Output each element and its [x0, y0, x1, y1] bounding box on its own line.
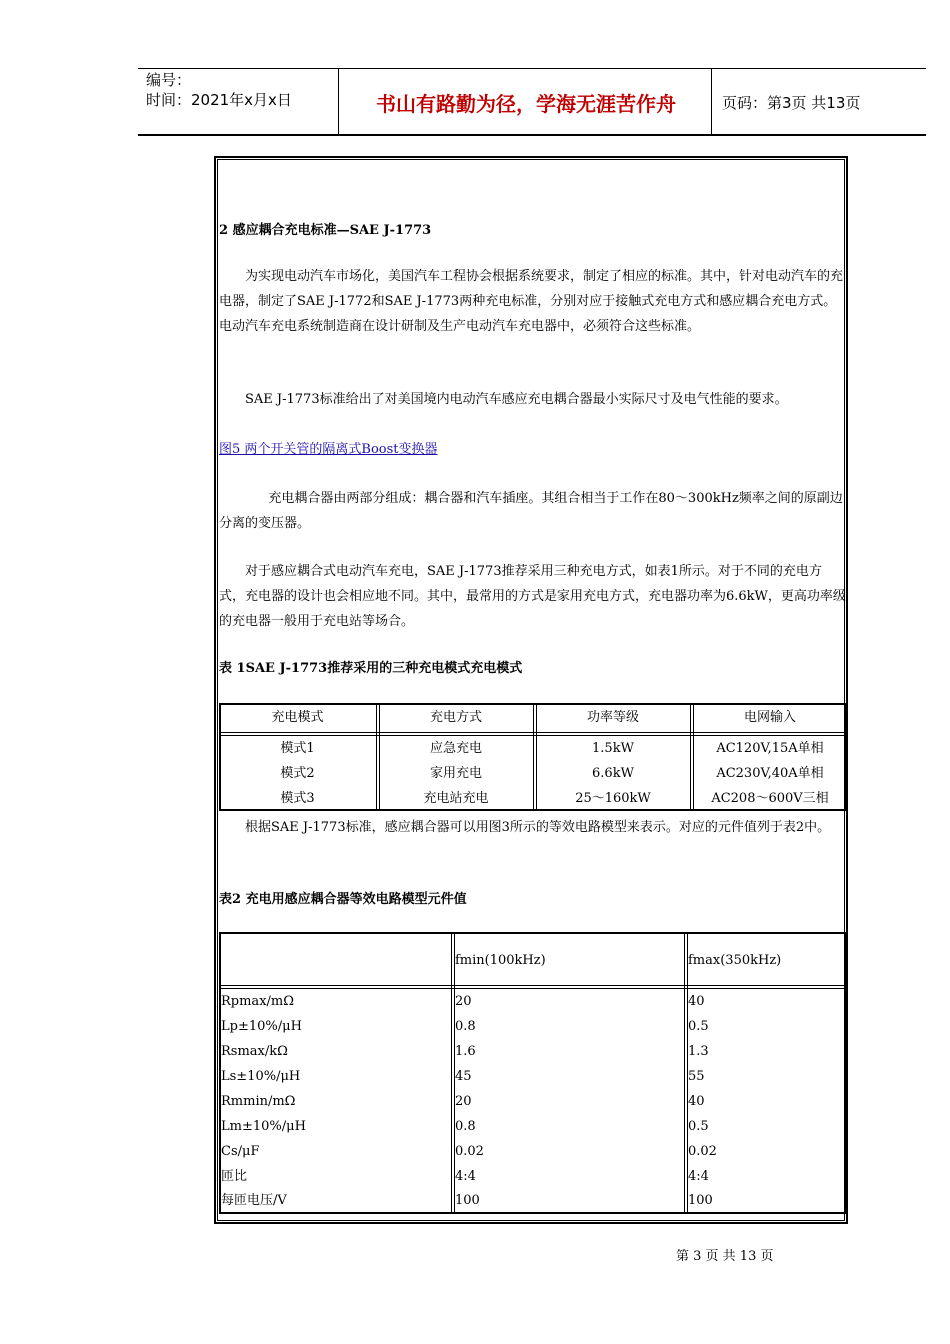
table-cell: Ls±10%/μH: [221, 1069, 301, 1084]
figure-link[interactable]: [219, 437, 849, 462]
table-cell: 0.8: [455, 1019, 476, 1034]
table-cell: Lm±10%/μH: [221, 1119, 306, 1134]
table-cell: AC208～600V三相: [711, 791, 829, 806]
table-cell: 25～160kW: [575, 791, 651, 806]
header-divider: [338, 68, 339, 136]
table-divider: [376, 705, 377, 809]
table-cell: 0.02: [455, 1144, 484, 1159]
header-page-label: 页码：第3页 共13页: [722, 93, 861, 112]
header-meta: [146, 70, 292, 110]
header-motto: 书山有路勤为径，学海无涯苦作舟: [376, 91, 676, 116]
table-cell: Lp±10%/μH: [221, 1019, 302, 1034]
table-cell: 1.3: [688, 1044, 709, 1059]
table-rule: [219, 988, 847, 989]
table-cell: AC230V,40A单相: [716, 766, 824, 781]
table-cell: 6.6kW: [592, 766, 634, 781]
table-rule: [219, 985, 847, 986]
table-cell: 4:4: [455, 1169, 476, 1184]
table-cell: 模式2: [280, 766, 315, 781]
table-cell: 20: [455, 1094, 472, 1109]
table-cell: 模式1: [280, 741, 315, 756]
table-cell: 充电站充电: [423, 791, 489, 806]
table-header-cell: 充电模式: [271, 710, 324, 725]
table-cell: 45: [455, 1069, 472, 1084]
table-cell: 1.6: [455, 1044, 476, 1059]
paragraph: 根据SAE J-1773标准，感应耦合器可以用图3所示的等效电路模型来表示。对应的元件值列于表2中。: [245, 820, 831, 835]
table-header-cell: 充电方式: [429, 710, 482, 725]
table-cell: 模式3: [280, 791, 315, 806]
table-cell: 55: [688, 1069, 705, 1084]
table-divider: [684, 934, 685, 1212]
page-header: [138, 68, 926, 136]
table-header-cell: fmax(350kHz): [688, 953, 782, 968]
section-title: 2 感应耦合充电标准—SAE J-1773: [219, 223, 432, 238]
table-cell: 100: [688, 1193, 713, 1208]
figure-link-text[interactable]: 图5 两个开关管的隔离式Boost变换器: [219, 442, 438, 457]
paragraph: SAE J-1773标准给出了对美国境内电动汽车感应充电耦合器最小实际尺寸及电气性能的要求。: [245, 392, 788, 407]
table-cell: 4:4: [688, 1169, 709, 1184]
coupler-parameters-table: [219, 932, 847, 1214]
page-footer: 第 3 页 共 13 页: [676, 1249, 774, 1264]
table-cell: 家用充电: [429, 766, 482, 781]
table-cell: 0.02: [688, 1144, 717, 1159]
table-cell: 0.5: [688, 1019, 709, 1034]
table-cell: AC120V,15A单相: [716, 741, 824, 756]
table-cell: 匝比: [221, 1169, 248, 1184]
table-cell: 20: [455, 994, 472, 1009]
table-cell: Cs/μF: [221, 1144, 260, 1159]
charging-modes-table: [219, 703, 847, 811]
paragraph: 为实现电动汽车市场化，美国汽车工程协会根据系统要求，制定了相应的标准。其中，针对电动汽车的充电器，制定了SAE J-1772和SAE J-1773两种充电标准，分别对应于接触式充电方式和感应耦合充电方式。电动汽车充电系统制造商在设计研制及生产电动汽车充电器中，必须符合这些标准。: [219, 269, 844, 334]
table-header-cell: fmin(100kHz): [455, 953, 546, 968]
header-divider: [711, 68, 712, 136]
table-cell: 0.5: [688, 1119, 709, 1134]
table-border: [219, 932, 847, 1214]
table-cell: 100: [455, 1193, 480, 1208]
table-cell: 应急充电: [429, 741, 482, 756]
document-date-label: 时间：2021年x月x日: [146, 91, 292, 109]
table-cell: 40: [688, 1094, 705, 1109]
table-divider: [690, 705, 691, 809]
table-cell: Rsmax/kΩ: [221, 1044, 288, 1059]
table-header-cell: 电网输入: [743, 710, 796, 725]
table-cell: 1.5kW: [592, 741, 634, 756]
table1-caption: 表 1SAE J-1773推荐采用的三种充电模式充电模式: [219, 661, 523, 676]
table-cell: 40: [688, 994, 705, 1009]
table-cell: 0.8: [455, 1119, 476, 1134]
paragraph: 对于感应耦合式电动汽车充电，SAE J-1773推荐采用三种充电方式，如表1所示。对于不同的充电方式，充电器的设计也会相应地不同。其中，最常用的方式是家用充电方式，充电器功率为6.6kW，更高功率级的充电器一般用于充电站等场合。: [219, 564, 846, 629]
table-divider: [533, 705, 534, 809]
table-cell: 每匝电压/V: [221, 1193, 287, 1208]
table2-caption: 表2 充电用感应耦合器等效电路模型元件值: [219, 892, 467, 907]
table-cell: Rmmin/mΩ: [221, 1094, 296, 1109]
table-header-cell: 功率等级: [586, 710, 639, 725]
table-divider: [451, 934, 452, 1212]
document-number-label: 编号：: [146, 71, 192, 89]
paragraph: 充电耦合器由两部分组成：耦合器和汽车插座。其组合相当于工作在80～300kHz频率之间的原副边分离的变压器。: [219, 491, 843, 531]
table-cell: Rpmax/mΩ: [221, 994, 295, 1009]
